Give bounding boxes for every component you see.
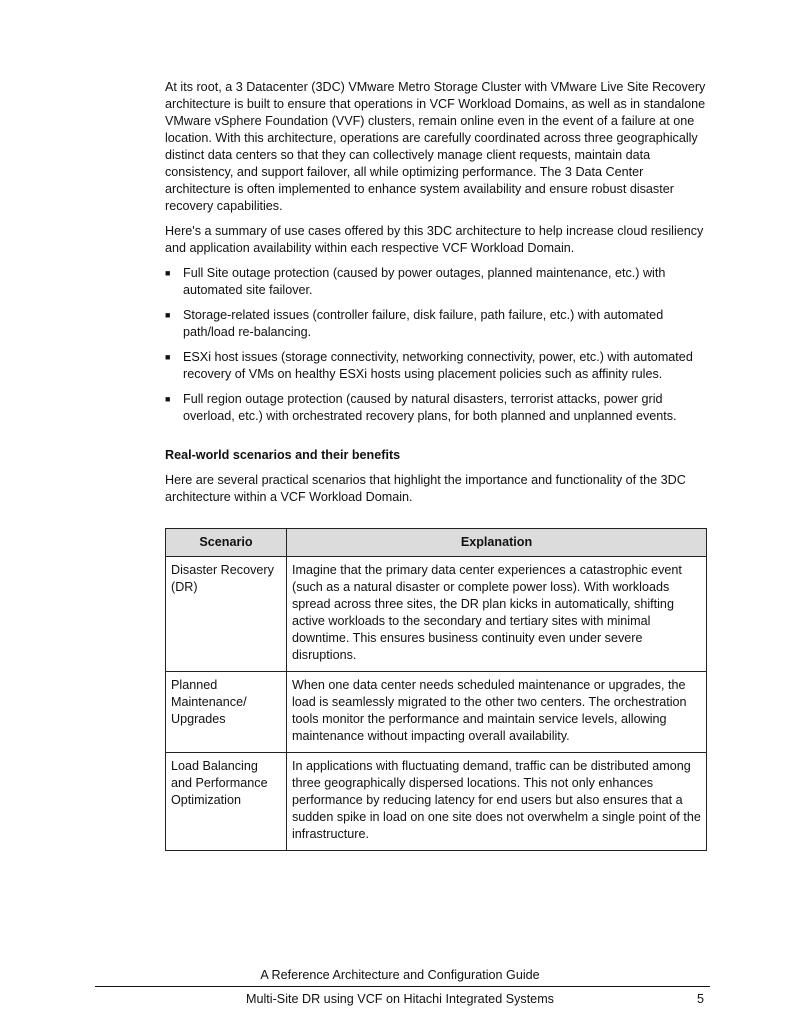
explanation-cell: When one data center needs scheduled maintenance or upgrades, the load is seamlessly migrated to the other two centers. The orchestration tools monitor the performance and maintain service levels, allowing maintenance without impacting overall availability. [287,672,707,753]
list-item [165,391,710,425]
explanation-cell: In applications with fluctuating demand, traffic can be distributed among three geographically dispersed locations. This not only enhances performance by reducing latency for end users but also ensures that a sudden spike in load on one site does not overwhelm a single point of the infrastructure. [287,753,707,851]
table-row [166,672,707,753]
list-item [165,265,710,299]
section-intro: Here are several practical scenarios that highlight the importance and functionality of the 3DC architecture within a VCF Workload Domain. [165,473,686,504]
list-item-text: Full Site outage protection (caused by power outages, planned maintenance, etc.) with automated site failover. [183,266,666,297]
explanation-cell: Imagine that the primary data center experiences a catastrophic event (such as a natural disaster or complete power loss). With workloads spread across three sites, the DR plan kicks in automatically, shifting active workloads to the secondary and tertiary sites with minimal downtime. This ensures business continuity even under severe disruptions. [287,557,707,672]
footer-divider [95,986,710,987]
scenario-table [165,528,707,851]
list-item [165,307,710,341]
table-header-row [166,529,707,557]
square-bullet-icon: ■ [165,268,171,278]
square-bullet-icon: ■ [165,310,171,320]
footer-guide-title: A Reference Architecture and Configuration Guide [260,968,540,982]
header-explanation: Explanation [287,529,707,557]
intro-paragraph-1: At its root, a 3 Datacenter (3DC) VMware Metro Storage Cluster with VMware Live Site Recovery architecture is built to ensure that operations in VCF Workload Domains, as well as in standalone VMware vSphere Foundation (VVF) clusters, remain online even in the event of a failure at one location. With this architecture, operations are carefully coordinated across three geographically distinct data centers so that they can collectively manage client requests, maintain data consistency, and support failover, all while optimizing performance. The 3 Data Center architecture is often implemented to enhance system availability and ensure robust disaster recovery capabilities. [165,80,706,213]
page-content [165,79,710,851]
list-item-text: ESXi host issues (storage connectivity, networking connectivity, power, etc.) with automated recovery of VMs on healthy ESXi hosts using placement policies such as affinity rules. [183,350,693,381]
table-row [166,753,707,851]
section-heading: Real-world scenarios and their benefits [165,448,401,462]
intro-paragraph-2: Here's a summary of use cases offered by this 3DC architecture to help increase cloud resiliency and application availability within each respective VCF Workload Domain. [165,224,704,255]
list-item [165,349,710,383]
square-bullet-icon: ■ [165,394,171,404]
table-row [166,557,707,672]
scenario-cell: Planned Maintenance/ Upgrades [166,672,287,753]
scenario-cell: Disaster Recovery (DR) [166,557,287,672]
list-item-text: Storage-related issues (controller failure, disk failure, path failure, etc.) with automated path/load re-balancing. [183,308,664,339]
scenario-cell: Load Balancing and Performance Optimization [166,753,287,851]
page-number: 5 [697,992,705,1006]
square-bullet-icon: ■ [165,352,171,362]
footer-document-title: Multi-Site DR using VCF on Hitachi Integrated Systems [246,992,554,1006]
header-scenario: Scenario [166,529,287,557]
use-case-list [165,265,710,425]
list-item-text: Full region outage protection (caused by natural disasters, terrorist attacks, power grid overload, etc.) with orchestrated recovery plans, for both planned and unplanned events. [183,392,677,423]
